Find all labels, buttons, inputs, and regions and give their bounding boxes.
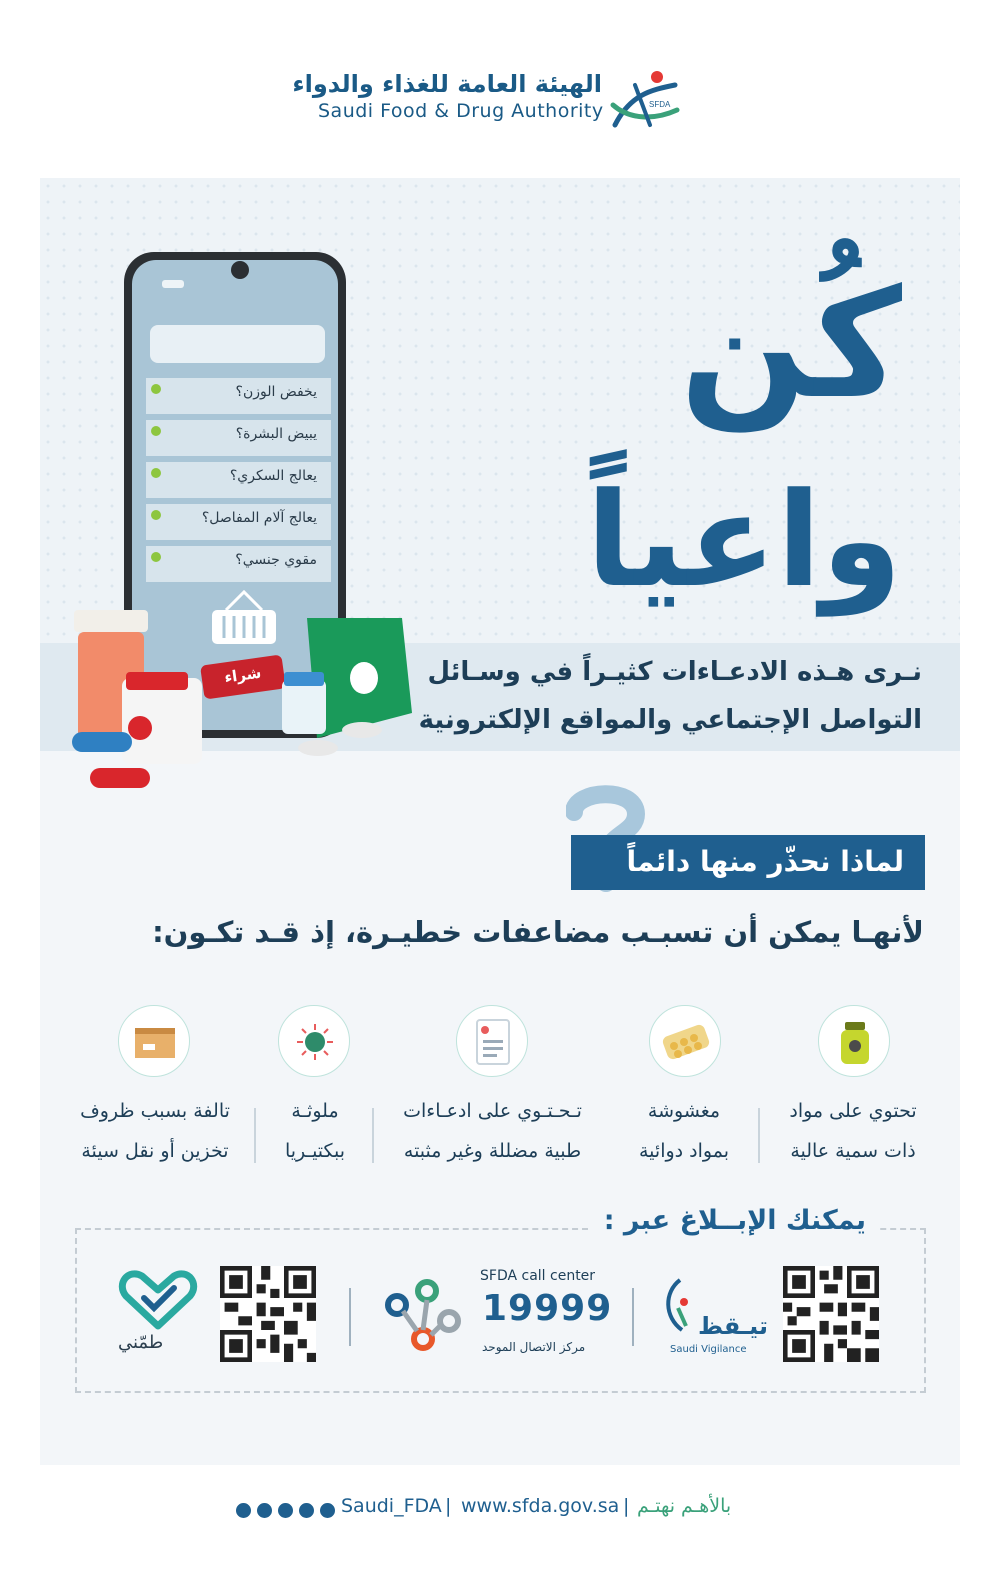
medical-document-icon	[456, 1005, 528, 1077]
footer-separator: |	[623, 1495, 630, 1517]
sfda-logo-icon	[605, 65, 685, 135]
org-name-arabic: الهيئة العامة للغذاء والدواء	[292, 70, 602, 98]
call-center-icon	[383, 1275, 463, 1355]
check-icon	[151, 468, 161, 478]
sfda-badge-text: SFDA	[649, 100, 671, 109]
footer	[0, 1490, 1000, 1530]
buy-button: شراء	[200, 654, 286, 699]
vigilance-name-ar: تيـقظ	[698, 1312, 768, 1340]
check-icon	[151, 426, 161, 436]
because-text: لأنهـا يمكن أن تسبـب مضاعفات خطيـرة، إذ قـد تكـون:	[152, 915, 924, 949]
divider	[632, 1288, 634, 1346]
tamni-name-ar: طمّني	[118, 1332, 164, 1353]
website-link[interactable]: www.sfda.gov.sa	[461, 1495, 620, 1517]
pills-blister-icon	[649, 1005, 721, 1077]
phone-list-item: يبيض البشرة؟	[146, 420, 331, 456]
slogan: بالأهـم نهتـم	[637, 1495, 732, 1517]
damaged-box-icon	[118, 1005, 190, 1077]
phone-list-item: مقوي جنسي؟	[146, 546, 331, 582]
why-heading: لماذا نحذّر منها دائماً	[626, 845, 904, 878]
divider	[349, 1288, 351, 1346]
intro-text: نـرى هـذه الادعـاءات كثيـراً في وسـائل التواصل الإجتماعي والمواقع الإلكترونية	[418, 657, 922, 735]
toxic-bottle-icon	[818, 1005, 890, 1077]
vigilance-name-en: Saudi Vigilance	[670, 1344, 747, 1355]
phone-list-item: يعالج آلام المفاصل؟	[146, 504, 331, 540]
instagram-icon[interactable]	[278, 1503, 293, 1518]
phone-search-bar	[150, 325, 325, 363]
twitter-icon[interactable]	[236, 1503, 251, 1518]
footer-separator: |	[445, 1495, 452, 1517]
check-icon	[151, 384, 161, 394]
tamni-qr-code[interactable]	[220, 1266, 316, 1362]
hero-title-line1: كُن	[679, 258, 902, 432]
snapchat-icon[interactable]	[257, 1503, 272, 1518]
call-center-number[interactable]: 19999	[482, 1288, 613, 1329]
phone-list-item: يخفض الوزن؟	[146, 378, 331, 414]
bacteria-icon	[278, 1005, 350, 1077]
tamni-heart-logo-icon	[118, 1270, 198, 1330]
org-name-english: Saudi Food & Drug Authority	[318, 100, 604, 122]
medicine-products-illustration	[62, 598, 422, 808]
report-title: يمكنك الإبــلاغ عبر :	[590, 1205, 880, 1236]
call-center-title: SFDA call center	[480, 1268, 596, 1284]
youtube-icon[interactable]	[299, 1503, 314, 1518]
hero-title-line2: واعياً	[585, 464, 902, 616]
call-center-name-ar: مركز الاتصال الموحد	[482, 1340, 586, 1354]
check-icon	[151, 552, 161, 562]
header	[0, 60, 1000, 140]
social-icons	[236, 1500, 336, 1519]
phone-list-item: يعالج السكري؟	[146, 462, 331, 498]
social-handle[interactable]: Saudi_FDA	[341, 1495, 442, 1517]
vigilance-qr-code[interactable]	[783, 1266, 879, 1362]
check-icon	[151, 510, 161, 520]
facebook-icon[interactable]	[320, 1503, 335, 1518]
